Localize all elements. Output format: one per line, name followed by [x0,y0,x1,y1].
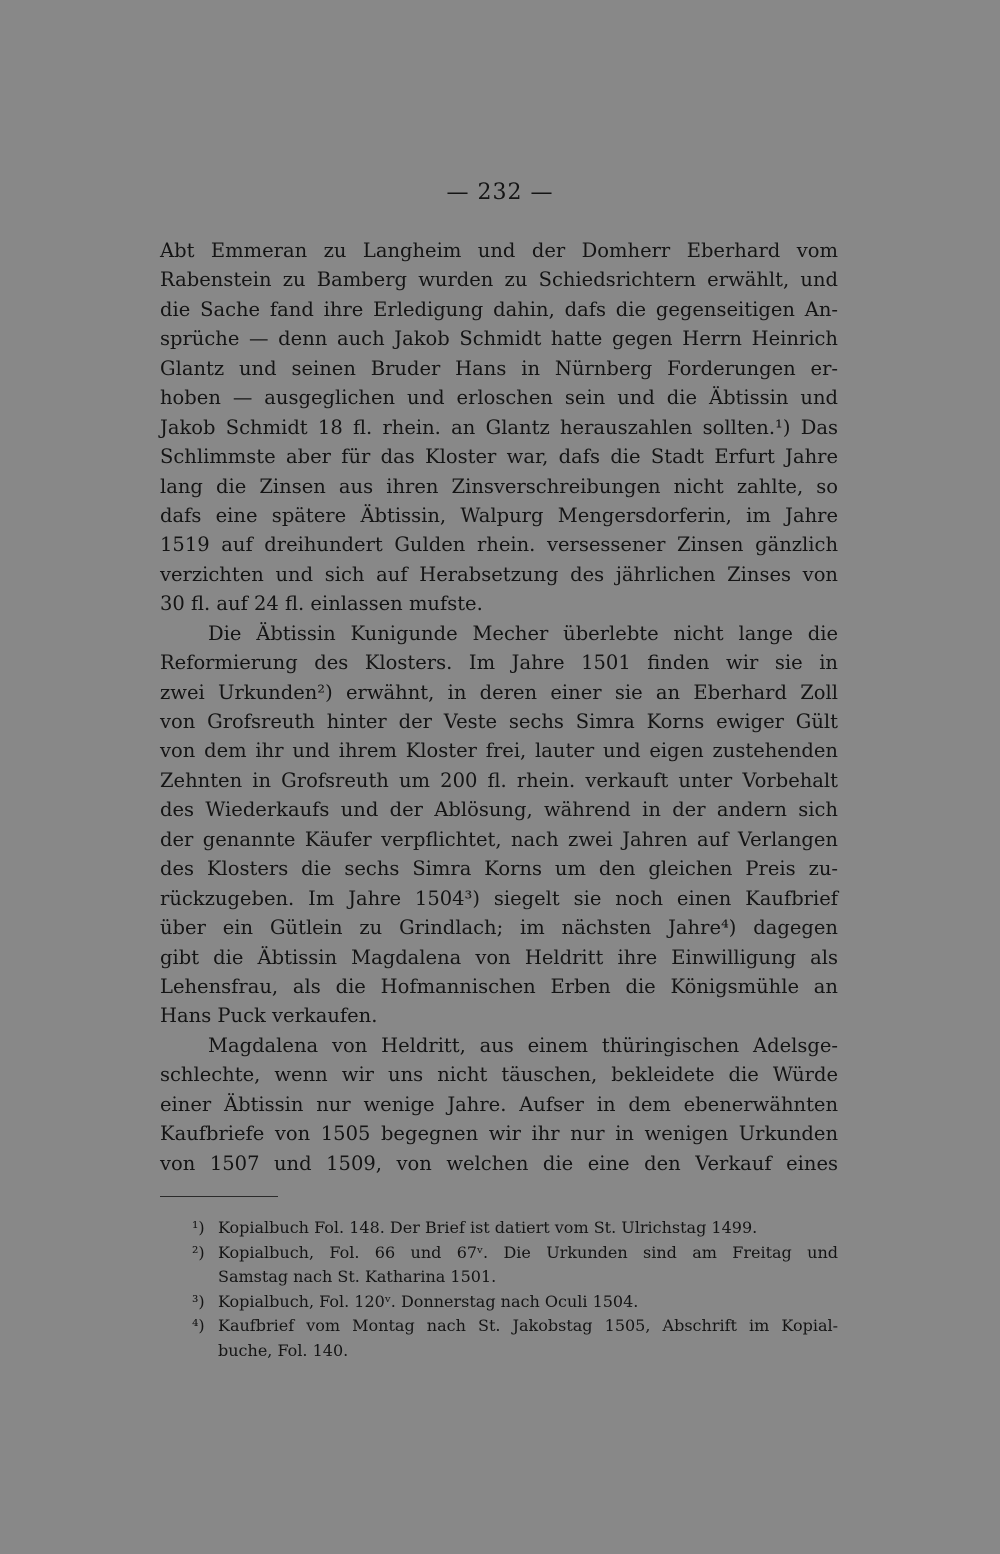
text-line: Schlimmste aber für das Kloster war, dafs die Stadt Erfurt Jahre [160,445,838,469]
footnote-4 [160,1314,838,1339]
text-line: hoben — ausgeglichen und erloschen sein und die Äbtissin und [160,386,838,410]
text-line: dafs eine spätere Äbtissin, Walpurg Mengersdorferin, im Jahre [160,503,838,527]
text-line: zwei Urkunden²) erwähnt, in deren einer sie an Eberhard Zoll [160,680,838,704]
text-line: verzichten und sich auf Herabsetzung des jährlichen Zinses von [160,562,838,586]
text-line: Die Äbtissin Kunigunde Mecher überlebte nicht lange die [208,621,838,645]
text-line: Abt Emmeran zu Langheim und der Domherr Eberhard vom [160,239,838,262]
text-line: der genannte Käufer verpflichtet, nach zwei Jahren auf Verlangen [160,827,838,851]
text-line: einer Äbtissin nur wenige Jahre. Aufser in dem ebenerwähnten [160,1092,838,1116]
footnote-text: Kaufbrief vom Montag nach St. Jakobstag 1505, Abschrift im Kopial- [218,1316,838,1336]
footnote-marker: ⁴) [192,1316,205,1336]
text-line: Zehnten in Grofsreuth um 200 fl. rhein. verkauft unter Vorbehalt [160,768,838,792]
footnote-4-cont [160,1339,838,1364]
footnote-3 [160,1290,838,1315]
footnote-text: Kopialbuch, Fol. 66 und 67ᵛ. Die Urkunden sind am Freitag und [218,1242,838,1262]
text-line: Jakob Schmidt 18 fl. rhein. an Glantz herauszahlen sollten.¹) Das [160,415,838,439]
footnote-text: buche, Fol. 140. [218,1340,349,1360]
text-line: über ein Gütlein zu Grindlach; im nächsten Jahre⁴) dagegen [160,916,838,940]
footnote-text: Samstag nach St. Katharina 1501. [218,1267,497,1287]
footnote-marker: ³) [192,1291,205,1311]
text-line: Kaufbriefe von 1505 begegnen wir ihr nur in wenigen Urkunden [160,1122,838,1146]
text-line: von 1507 und 1509, von welchen die eine den Verkauf eines [160,1151,838,1175]
footnote-2 [160,1241,838,1266]
text-line: Magdalena von Heldritt, aus einem thüringischen Adelsge- [208,1033,838,1057]
text-line: 1519 auf dreihundert Gulden rhein. versessener Zinsen gänzlich [160,533,838,557]
footnote-marker: ²) [192,1242,205,1262]
footnote-text: Kopialbuch Fol. 148. Der Brief ist datiert vom St. Ulrichstag 1499. [218,1218,758,1237]
footnote-text: Kopialbuch, Fol. 120ᵛ. Donnerstag nach Oculi 1504. [218,1291,639,1311]
text-line: die Sache fand ihre Erledigung dahin, dafs die gegenseitigen An- [160,297,838,321]
text-line: schlechte, wenn wir uns nicht täuschen, bekleidete die Würde [160,1063,838,1087]
text-line: Glantz und seinen Bruder Hans in Nürnberg Forderungen er- [160,356,838,380]
text-line: lang die Zinsen aus ihren Zinsverschreibungen nicht zahlte, so [160,474,838,498]
text-line: des Klosters die sechs Simra Korns um den gleichen Preis zu- [160,857,838,881]
text-line: Hans Puck verkaufen. [160,1004,378,1028]
text-line: von Grofsreuth hinter der Veste sechs Simra Korns ewiger Gült [160,710,838,733]
footnote-marker: ¹) [192,1218,205,1237]
text-line: Rabenstein zu Bamberg wurden zu Schiedsrichtern erwählt, und [160,268,838,292]
text-line: sprüche — denn auch Jakob Schmidt hatte gegen Herrn Heinrich [160,327,838,351]
text-line: von dem ihr und ihrem Kloster frei, lauter und eigen zustehenden [160,739,838,763]
text-line: 30 fl. auf 24 fl. einlassen mufste. [160,592,483,616]
text-line: Lehensfrau, als die Hofmannischen Erben die Königsmühle an [160,974,838,998]
text-line: Reformierung des Klosters. Im Jahre 1501 finden wir sie in [160,651,838,675]
footnotes [160,1216,838,1364]
text-line: gibt die Äbtissin Magdalena von Heldritt ihre Einwilligung als [160,945,838,969]
footnote-divider [160,1196,278,1197]
text-line: rückzugeben. Im Jahre 1504³) siegelt sie noch einen Kaufbrief [160,886,838,910]
text-line: des Wiederkaufs und der Ablösung, während in der andern sich [160,798,838,822]
footnote-1 [160,1216,838,1241]
main-text [160,236,838,1178]
footnote-2-cont [160,1265,838,1290]
page-number: — 232 — [446,180,554,205]
